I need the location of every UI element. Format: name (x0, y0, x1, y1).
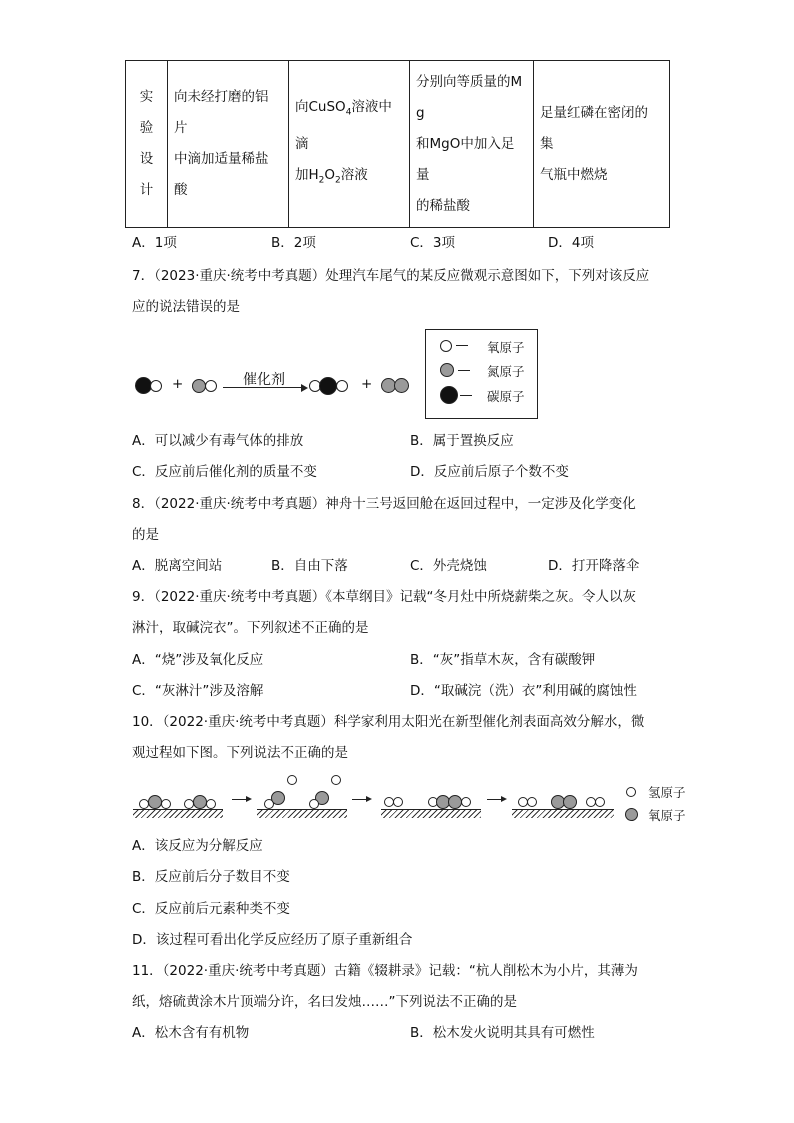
plus-sign: + (172, 376, 184, 392)
catalyst-surface (381, 809, 481, 820)
q11-option-b: B．松木发火说明其具有可燃性 (410, 1025, 595, 1041)
q7-option-d: D．反应前后原子个数不变 (410, 464, 569, 480)
legend-oxygen-label: 氧原子 (487, 340, 525, 355)
q7-option-c: C．反应前后催化剂的质量不变 (132, 464, 317, 480)
q9-option-a: A．“烧”涉及氧化反应 (132, 652, 264, 668)
catalyst-label: 催化剂 (243, 372, 285, 388)
experiment-cell-3: 分别向等质量的M g 和MgO中加入足 量 的稀盐酸 (410, 61, 534, 228)
oxygen-legend-icon (625, 808, 638, 821)
table-row-header: 实 验 设 计 (126, 61, 168, 228)
catalyst-surface (512, 809, 614, 820)
nitrogen-atom (192, 379, 206, 393)
experiment-cell-2: 向CuSO$_4$溶液中 滴 加$H_2O_2$溶液 (289, 61, 410, 228)
q8-option-b: B．自由下落 (271, 558, 348, 574)
q8-stem-line1: 8．（2022·重庆·统考中考真题）神舟十三号返回舱在返回过程中，一定涉及化学变化 (132, 496, 636, 512)
nitrogen-atom (394, 378, 409, 393)
oxygen-legend-icon (440, 340, 452, 352)
nitrogen-legend-icon (440, 363, 454, 377)
reaction-arrow (223, 387, 303, 388)
q10-stem-line2: 观过程如下图。下列说法不正确的是 (132, 745, 348, 761)
carbon-legend-icon (440, 386, 458, 404)
catalyst-surface (133, 809, 223, 820)
q6-option-d: D．4项 (548, 235, 594, 251)
q8-option-a: A．脱离空间站 (132, 558, 223, 574)
legend-hydrogen-label: 氢原子 (648, 785, 686, 800)
q7-legend (425, 329, 538, 419)
q10-stem-line1: 10．（2022·重庆·统考中考真题）科学家利用太阳光在新型催化剂表面高效分解水，微 (132, 714, 645, 730)
legend-carbon-label: 碳原子 (487, 389, 525, 404)
arrow-icon (501, 796, 507, 802)
oxygen-atom (150, 380, 162, 392)
q7-stem-line2: 应的说法错误的是 (132, 299, 240, 315)
q9-option-b: B．“灰”指草木灰，含有碳酸钾 (410, 652, 596, 668)
q8-option-c: C．外壳烧蚀 (410, 558, 487, 574)
hydrogen-legend-icon (626, 787, 636, 797)
arrow-head-icon (301, 384, 308, 392)
q9-option-d: D．“取碱浣（洗）衣”利用碱的腐蚀性 (410, 683, 637, 699)
q7-option-a: A．可以减少有毒气体的排放 (132, 433, 304, 449)
q9-option-c: C．“灰淋汁”涉及溶解 (132, 683, 264, 699)
arrow-icon (246, 796, 252, 802)
q8-stem-line2: 的是 (132, 527, 159, 543)
catalyst-surface (257, 809, 347, 820)
legend-nitrogen-label: 氮原子 (487, 364, 525, 379)
q6-option-a: A．1项 (132, 235, 177, 251)
experiment-cell-1: 向未经打磨的铝 片 中滴加适量稀盐 酸 (168, 61, 289, 228)
q7-option-b: B．属于置换反应 (410, 433, 514, 449)
arrow-icon (366, 796, 372, 802)
q11-stem-line2: 纸，熔硫黄涂木片顶端分许，名曰发烛……”下列说法不正确的是 (132, 994, 517, 1010)
q8-option-d: D．打开降落伞 (548, 558, 640, 574)
experiment-table (125, 60, 670, 228)
q9-stem-line1: 9．（2022·重庆·统考中考真题）《本草纲目》记载“冬月灶中所烧薪柴之灰。令人以灰 (132, 589, 637, 605)
q10-option-d: D．该过程可看出化学反应经历了原子重新组合 (132, 932, 413, 948)
q10-option-b: B．反应前后分子数目不变 (132, 869, 290, 885)
plus-sign: + (361, 376, 373, 392)
q6-option-c: C．3项 (410, 235, 456, 251)
q11-stem-line1: 11．（2022·重庆·统考中考真题）古籍《辍耕录》记载：“杭人削松木为小片，其薄为 (132, 963, 638, 979)
experiment-cell-4: 足量红磷在密闭的 集 气瓶中燃烧 (534, 61, 670, 228)
q9-stem-line2: 淋汁，取碱浣衣”。下列叙述不正确的是 (132, 620, 369, 636)
legend-oxygen-label: 氧原子 (648, 808, 686, 823)
oxygen-atom (205, 380, 217, 392)
oxygen-atom (336, 380, 348, 392)
q10-option-c: C．反应前后元素种类不变 (132, 901, 290, 917)
q6-option-b: B．2项 (271, 235, 316, 251)
q10-option-a: A．该反应为分解反应 (132, 838, 263, 854)
carbon-atom (319, 377, 337, 395)
q11-option-a: A．松木含有有机物 (132, 1025, 250, 1041)
q7-stem-line1: 7．（2023·重庆·统考中考真题）处理汽车尾气的某反应微观示意图如下，下列对该反应 (132, 268, 650, 284)
